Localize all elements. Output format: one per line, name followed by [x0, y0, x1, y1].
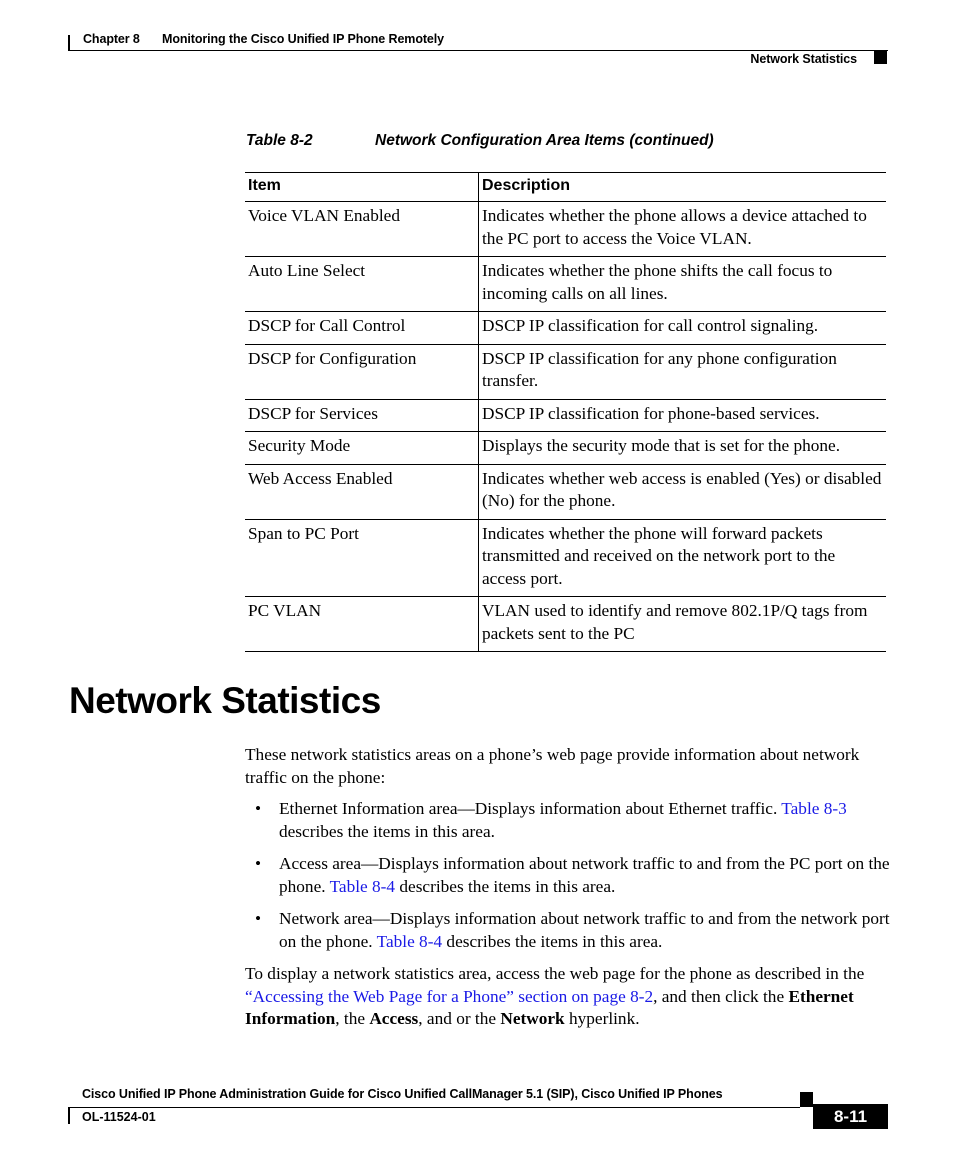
paragraph-text: , the — [335, 1009, 370, 1028]
description-cell: Indicates whether the phone allows a device attached to the PC port to access the Voice VLAN. — [482, 206, 867, 248]
header-chapter-title: Monitoring the Cisco Unified IP Phone Remotely — [162, 32, 444, 46]
list-item — [245, 908, 890, 953]
list-item — [245, 798, 890, 843]
table-row — [245, 202, 886, 257]
table-row — [245, 399, 886, 432]
table-number: Table 8-2 — [246, 132, 313, 149]
table-title: Network Configuration Area Items (continued) — [375, 132, 714, 149]
table-8-4-link[interactable]: Table 8-4 — [329, 876, 396, 896]
table-row — [245, 344, 886, 399]
table-header-row — [245, 173, 886, 202]
bullet-text: Network area—Displays information about network traffic to and from the network port on the phone. — [279, 909, 890, 951]
bullet-text: Access area—Displays information about network traffic to and from the PC port on the phone. — [279, 854, 890, 896]
item-cell: DSCP for Call Control — [245, 312, 479, 345]
table-row — [245, 432, 886, 465]
description-cell: Indicates whether the phone will forward packets transmitted and received on the network port to the access port. — [482, 523, 836, 588]
access-term: Access — [369, 1009, 419, 1028]
closing-paragraph — [245, 963, 890, 1031]
item-cell: DSCP for Configuration — [245, 344, 479, 399]
header-rule — [68, 50, 888, 51]
header-section-name: Network Statistics — [750, 52, 857, 66]
bullet-icon: • — [255, 854, 262, 873]
table-row — [245, 519, 886, 597]
footer-guide-title: Cisco Unified IP Phone Administration Guide for Cisco Unified CallManager 5.1 (SIP), Cisco Unified IP Phones — [82, 1087, 723, 1101]
paragraph-text: , and then click the — [653, 986, 789, 1006]
bullet-text: describes the items in this area. — [279, 821, 495, 841]
item-cell: Web Access Enabled — [245, 464, 479, 519]
footer-right-bar — [800, 1092, 813, 1107]
header-chapter: Chapter 8 — [83, 32, 140, 46]
bullet-text: Ethernet Information area—Displays information about Ethernet traffic. — [279, 799, 782, 818]
bullet-text: describes the items in this area. — [442, 931, 663, 951]
description-cell: VLAN used to identify and remove 802.1P/Q tags from packets sent to the PC — [482, 601, 868, 643]
footer-doc-number: OL-11524-01 — [82, 1110, 156, 1124]
footer-rule — [68, 1107, 800, 1108]
table-row — [245, 257, 886, 312]
paragraph-text: To display a network statistics area, access the web page for the phone as described in the — [245, 964, 865, 983]
footer-left-bar — [68, 1107, 70, 1124]
item-cell: Span to PC Port — [245, 519, 479, 597]
header-square-marker — [874, 51, 887, 64]
table-row — [245, 464, 886, 519]
table-8-3-link[interactable]: Table 8-3 — [781, 799, 847, 818]
accessing-web-page-link[interactable]: “Accessing the Web Page for a Phone” section on page 8-2 — [245, 986, 654, 1006]
page-number-badge: 8-11 — [813, 1104, 888, 1129]
item-cell: Security Mode — [245, 432, 479, 465]
description-cell: Indicates whether web access is enabled (Yes) or disabled (No) for the phone. — [482, 468, 882, 510]
table-row — [245, 312, 886, 345]
description-cell: Displays the security mode that is set for the phone. — [482, 436, 841, 455]
item-cell: Auto Line Select — [245, 257, 479, 312]
description-cell: Indicates whether the phone shifts the call focus to incoming calls on all lines. — [482, 261, 833, 303]
list-item — [245, 853, 890, 898]
bullet-icon: • — [255, 909, 262, 928]
ethernet-information-term: Ethernet Information — [245, 986, 854, 1028]
description-cell: DSCP IP classification for phone-based services. — [482, 403, 820, 423]
statistics-areas-list — [245, 798, 890, 963]
table-row — [245, 597, 886, 652]
network-configuration-table — [245, 172, 886, 652]
paragraph-text: hyperlink. — [564, 1009, 640, 1028]
item-cell: Voice VLAN Enabled — [245, 202, 479, 257]
intro-paragraph: These network statistics areas on a phone’s web page provide information about network traffic on the phone: — [245, 745, 860, 787]
column-header-item: Item — [245, 173, 479, 202]
bullet-icon: • — [255, 799, 262, 818]
bullet-text: describes the items in this area. — [395, 876, 616, 896]
column-header-description: Description — [482, 177, 571, 194]
section-heading: Network Statistics — [69, 680, 381, 721]
header-left-bar — [68, 35, 70, 51]
item-cell: DSCP for Services — [245, 399, 479, 432]
network-term: Network — [500, 1009, 565, 1028]
item-cell: PC VLAN — [245, 597, 479, 652]
description-cell: DSCP IP classification for call control signaling. — [482, 316, 819, 335]
description-cell: DSCP IP classification for any phone configuration transfer. — [482, 348, 837, 390]
paragraph-text: , and or the — [418, 1009, 501, 1028]
table-8-4-link[interactable]: Table 8-4 — [376, 931, 443, 951]
